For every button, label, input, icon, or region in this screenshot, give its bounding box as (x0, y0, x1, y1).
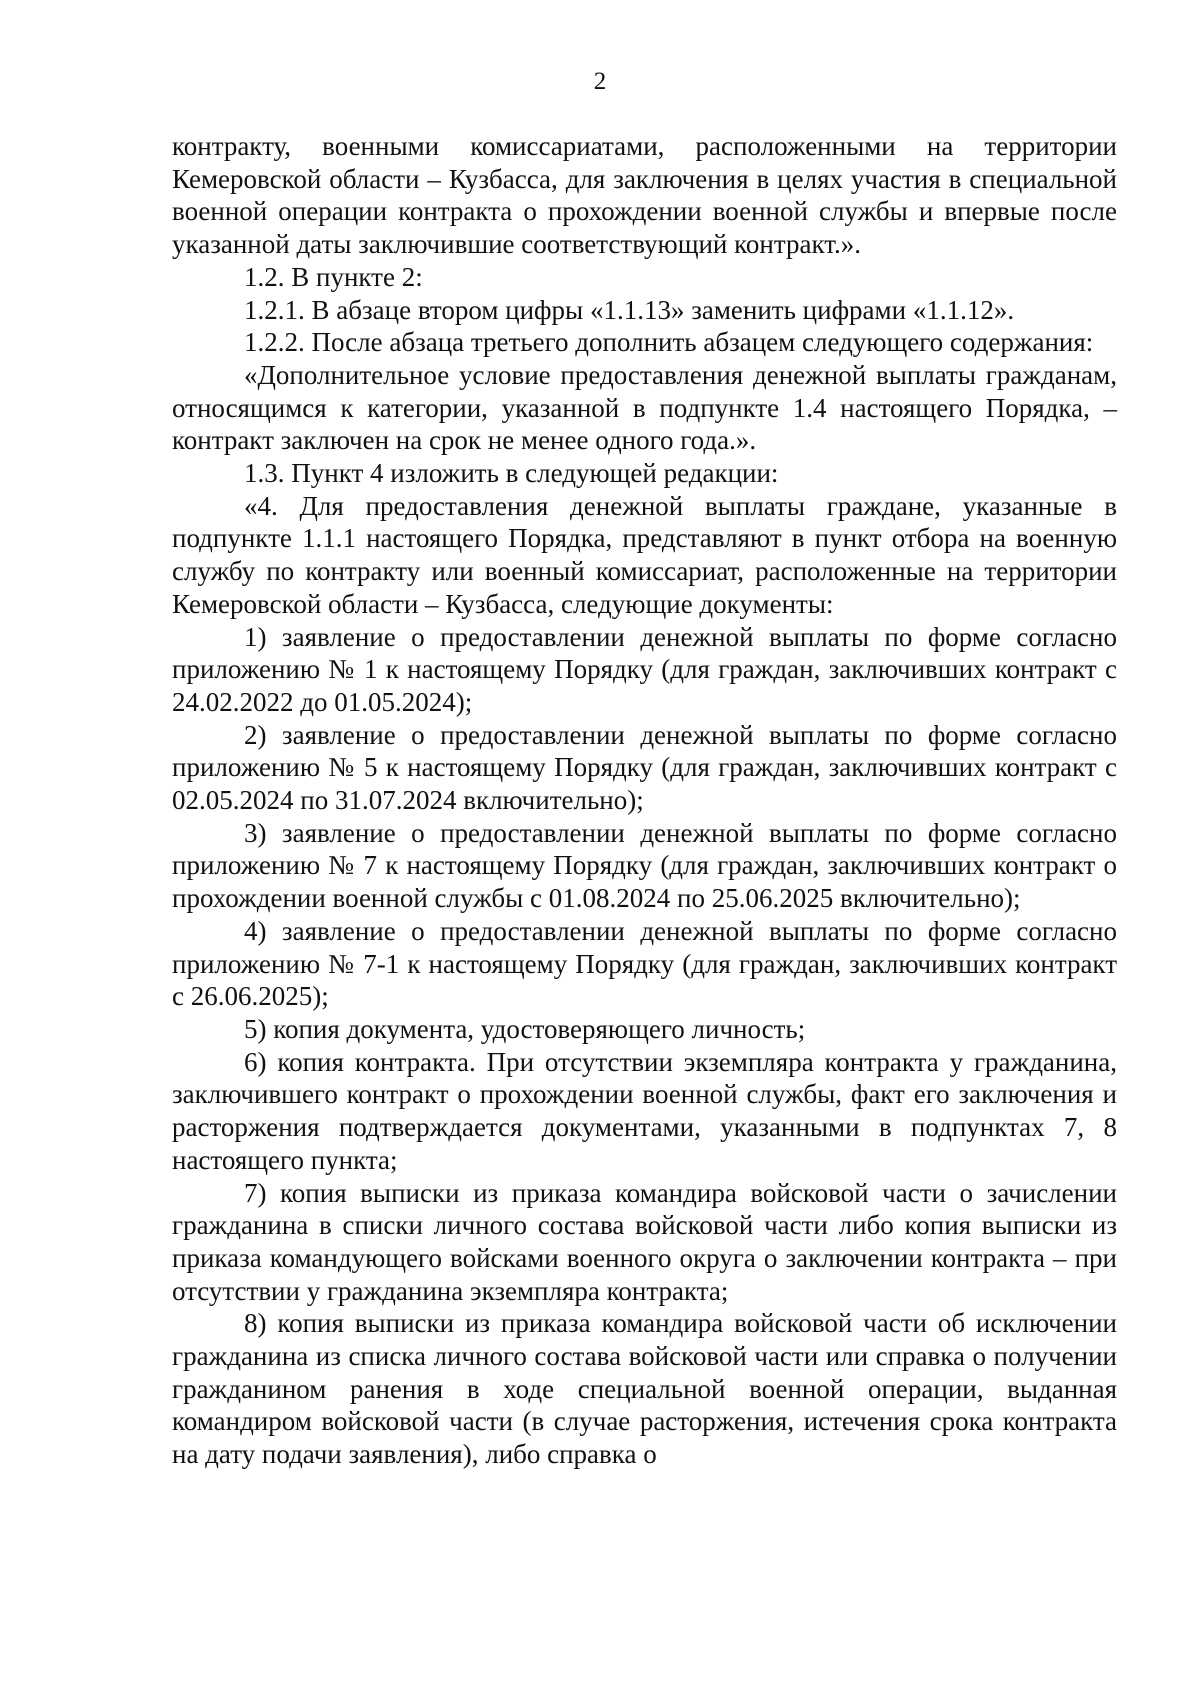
paragraph-1-2: 1.2. В пункте 2: (244, 261, 423, 292)
list-item-1: 1) заявление о предоставлении денежной выплаты по форме согласно приложению № 1 к настоящему Порядку (для граждан, заключивших контракт с 24.02.2022 до 01.05.2024); (172, 621, 1117, 717)
paragraph-additional-condition: «Дополнительное условие предоставления денежной выплаты гражданам, относящимся к категории, указанной в подпункте 1.4 настоящего Порядка, – контракт заключен на срок не менее одного года.». (172, 359, 1117, 456)
list-item-8: 8) копия выписки из приказа командира войсковой части об исключении гражданина из списка личного состава войсковой части или справка о получении гражданином ранения в ходе специальной военной операции, выданная командиром войсковой части (в случае расторжения, истечения срока контракта на дату подачи заявления), либо справка о (172, 1308, 1117, 1470)
paragraph-1-2-2: 1.2.2. После абзаца третьего дополнить абзацем следующего содержания: (244, 327, 1094, 358)
paragraph-1-2-1: 1.2.1. В абзаце втором цифры «1.1.13» заменить цифрами «1.1.12». (244, 294, 1015, 325)
list-item-7: 7) копия выписки из приказа командира войсковой части о зачислении гражданина в списки личного состава войсковой части либо копия выписки из приказа командующего войсками военного округа о заключении контракта – при отсутствии у гражданина экземпляра контракта; (172, 1177, 1117, 1306)
paragraph-continuation: контракту, военными комиссариатами, расположенными на территории Кемеровской области – Кузбасса, для заключения в целях участия в специальной военной операции контракта о прохождении военной службы и впервые после указанной даты заключившие соответствующий контракт.». (172, 131, 1117, 260)
list-item-6: 6) копия контракта. При отсутствии экземпляра контракта у гражданина, заключившего контракт о прохождении военной службы, факт его заключения и расторжения подтверждается документами, указанными в подпунктах 7, 8 настоящего пункта; (172, 1046, 1117, 1175)
list-item-4: 4) заявление о предоставлении денежной выплаты по форме согласно приложению № 7-1 к настоящему Порядку (для граждан, заключивших контракт с 26.06.2025); (172, 915, 1117, 1012)
page-number: 2 (593, 68, 607, 95)
paragraph-1-3: 1.3. Пункт 4 изложить в следующей редакции: (244, 458, 779, 489)
paragraph-point-4: «4. Для предоставления денежной выплаты граждане, указанные в подпункте 1.1.1 настоящего Порядка, представляют в пункт отбора на военную службу по контракту или военный комиссариат, расположенные на территории Кемеровской области – Кузбасса, следующие документы: (172, 490, 1117, 619)
list-item-2: 2) заявление о предоставлении денежной выплаты по форме согласно приложению № 5 к настоящему Порядку (для граждан, заключивших контракт с 02.05.2024 по 31.07.2024 включительно); (172, 719, 1117, 816)
list-item-5: 5) копия документа, удостоверяющего личность; (244, 1013, 806, 1044)
document-body (172, 130, 1117, 1471)
list-item-3: 3) заявление о предоставлении денежной выплаты по форме согласно приложению № 7 к настоящему Порядку (для граждан, заключивших контракт о прохождении военной службы с 01.08.2024 по 25.06.2025 включительно); (172, 817, 1117, 914)
